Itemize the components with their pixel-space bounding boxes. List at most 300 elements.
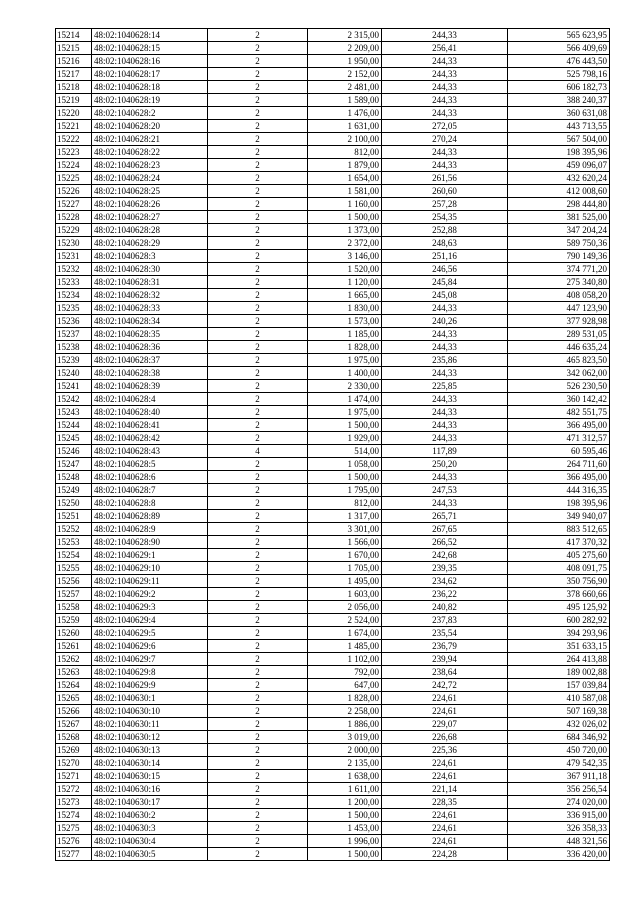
area-cell: 1 520,00 <box>308 263 382 276</box>
group-code-cell: 2 <box>208 120 308 133</box>
cadastral-value-cell: 157 039,84 <box>508 679 610 692</box>
group-code-cell: 2 <box>208 848 308 861</box>
group-code-cell: 2 <box>208 237 308 250</box>
cadastral-number-cell: 48:02:1040628:24 <box>92 172 208 185</box>
group-code-cell: 2 <box>208 809 308 822</box>
cadastral-value-cell: 495 125,92 <box>508 601 610 614</box>
group-code-cell: 2 <box>208 341 308 354</box>
cadastral-number-cell: 48:02:1040629:2 <box>92 588 208 601</box>
group-code-cell: 2 <box>208 185 308 198</box>
table-row <box>56 744 610 757</box>
group-code-cell: 2 <box>208 419 308 432</box>
row-number-cell: 15229 <box>56 224 92 237</box>
table-row <box>56 198 610 211</box>
cadastral-number-cell: 48:02:1040628:5 <box>92 458 208 471</box>
row-number-cell: 15228 <box>56 211 92 224</box>
cadastral-value-cell: 432 620,24 <box>508 172 610 185</box>
row-number-cell: 15233 <box>56 276 92 289</box>
area-cell: 1 611,00 <box>308 783 382 796</box>
unit-value-cell: 225,36 <box>382 744 508 757</box>
group-code-cell: 4 <box>208 445 308 458</box>
area-cell: 2 330,00 <box>308 380 382 393</box>
table-row <box>56 146 610 159</box>
cadastral-number-cell: 48:02:1040628:3 <box>92 250 208 263</box>
table-row <box>56 29 610 42</box>
cadastral-value-cell: 448 321,56 <box>508 835 610 848</box>
row-number-cell: 15239 <box>56 354 92 367</box>
table-row <box>56 653 610 666</box>
group-code-cell: 2 <box>208 562 308 575</box>
unit-value-cell: 224,61 <box>382 705 508 718</box>
group-code-cell: 2 <box>208 484 308 497</box>
cadastral-value-cell: 356 256,54 <box>508 783 610 796</box>
unit-value-cell: 244,33 <box>382 328 508 341</box>
unit-value-cell: 244,33 <box>382 302 508 315</box>
area-cell: 2 135,00 <box>308 757 382 770</box>
cadastral-number-cell: 48:02:1040630:15 <box>92 770 208 783</box>
cadastral-value-cell: 388 240,37 <box>508 94 610 107</box>
cadastral-value-cell: 374 771,20 <box>508 263 610 276</box>
unit-value-cell: 244,33 <box>382 94 508 107</box>
row-number-cell: 15260 <box>56 627 92 640</box>
area-cell: 1 058,00 <box>308 458 382 471</box>
unit-value-cell: 239,94 <box>382 653 508 666</box>
unit-value-cell: 240,82 <box>382 601 508 614</box>
unit-value-cell: 247,53 <box>382 484 508 497</box>
cadastral-value-cell: 443 713,55 <box>508 120 610 133</box>
cadastral-value-cell: 289 531,05 <box>508 328 610 341</box>
group-code-cell: 2 <box>208 29 308 42</box>
group-code-cell: 2 <box>208 328 308 341</box>
cadastral-number-cell: 48:02:1040628:14 <box>92 29 208 42</box>
cadastral-value-cell: 790 149,36 <box>508 250 610 263</box>
table-row <box>56 42 610 55</box>
row-number-cell: 15274 <box>56 809 92 822</box>
unit-value-cell: 244,33 <box>382 146 508 159</box>
cadastral-value-cell: 412 008,60 <box>508 185 610 198</box>
cadastral-number-cell: 48:02:1040628:16 <box>92 55 208 68</box>
row-number-cell: 15238 <box>56 341 92 354</box>
table-row <box>56 55 610 68</box>
unit-value-cell: 237,83 <box>382 614 508 627</box>
unit-value-cell: 265,71 <box>382 510 508 523</box>
unit-value-cell: 272,05 <box>382 120 508 133</box>
area-cell: 2 481,00 <box>308 81 382 94</box>
row-number-cell: 15230 <box>56 237 92 250</box>
area-cell: 812,00 <box>308 497 382 510</box>
cadastral-number-cell: 48:02:1040628:39 <box>92 380 208 393</box>
row-number-cell: 15270 <box>56 757 92 770</box>
cadastral-number-cell: 48:02:1040628:43 <box>92 445 208 458</box>
group-code-cell: 2 <box>208 523 308 536</box>
cadastral-number-cell: 48:02:1040628:30 <box>92 263 208 276</box>
unit-value-cell: 224,61 <box>382 809 508 822</box>
cadastral-number-cell: 48:02:1040628:89 <box>92 510 208 523</box>
row-number-cell: 15236 <box>56 315 92 328</box>
row-number-cell: 15258 <box>56 601 92 614</box>
group-code-cell: 2 <box>208 471 308 484</box>
cadastral-value-cell: 479 542,35 <box>508 757 610 770</box>
group-code-cell: 2 <box>208 354 308 367</box>
row-number-cell: 15254 <box>56 549 92 562</box>
group-code-cell: 2 <box>208 81 308 94</box>
table-row <box>56 211 610 224</box>
cadastral-value-cell: 347 204,24 <box>508 224 610 237</box>
cadastral-number-cell: 48:02:1040629:11 <box>92 575 208 588</box>
cadastral-value-cell: 349 940,07 <box>508 510 610 523</box>
table-row <box>56 380 610 393</box>
table-row <box>56 614 610 627</box>
area-cell: 1 373,00 <box>308 224 382 237</box>
row-number-cell: 15227 <box>56 198 92 211</box>
cadastral-value-cell: 336 915,00 <box>508 809 610 822</box>
cadastral-number-cell: 48:02:1040628:17 <box>92 68 208 81</box>
table-row <box>56 328 610 341</box>
unit-value-cell: 250,20 <box>382 458 508 471</box>
area-cell: 1 500,00 <box>308 809 382 822</box>
group-code-cell: 2 <box>208 718 308 731</box>
cadastral-number-cell: 48:02:1040628:90 <box>92 536 208 549</box>
area-cell: 1 975,00 <box>308 406 382 419</box>
table-row <box>56 432 610 445</box>
table-row <box>56 458 610 471</box>
table-row <box>56 94 610 107</box>
unit-value-cell: 244,33 <box>382 419 508 432</box>
group-code-cell: 2 <box>208 757 308 770</box>
unit-value-cell: 242,68 <box>382 549 508 562</box>
group-code-cell: 2 <box>208 146 308 159</box>
cadastral-number-cell: 48:02:1040630:16 <box>92 783 208 796</box>
area-cell: 812,00 <box>308 146 382 159</box>
unit-value-cell: 244,33 <box>382 81 508 94</box>
group-code-cell: 2 <box>208 796 308 809</box>
unit-value-cell: 239,35 <box>382 562 508 575</box>
table-row <box>56 627 610 640</box>
area-cell: 1 185,00 <box>308 328 382 341</box>
table-row <box>56 705 610 718</box>
area-cell: 1 500,00 <box>308 211 382 224</box>
cadastral-value-cell: 567 504,00 <box>508 133 610 146</box>
cadastral-number-cell: 48:02:1040629:8 <box>92 666 208 679</box>
row-number-cell: 15246 <box>56 445 92 458</box>
row-number-cell: 15252 <box>56 523 92 536</box>
area-cell: 1 975,00 <box>308 354 382 367</box>
area-cell: 2 315,00 <box>308 29 382 42</box>
area-cell: 1 828,00 <box>308 341 382 354</box>
cadastral-value-cell: 381 525,00 <box>508 211 610 224</box>
table-row <box>56 237 610 250</box>
table-row <box>56 159 610 172</box>
group-code-cell: 2 <box>208 510 308 523</box>
cadastral-value-cell: 189 002,88 <box>508 666 610 679</box>
area-cell: 1 453,00 <box>308 822 382 835</box>
row-number-cell: 15226 <box>56 185 92 198</box>
area-cell: 1 200,00 <box>308 796 382 809</box>
row-number-cell: 15250 <box>56 497 92 510</box>
row-number-cell: 15268 <box>56 731 92 744</box>
cadastral-number-cell: 48:02:1040630:4 <box>92 835 208 848</box>
unit-value-cell: 254,35 <box>382 211 508 224</box>
row-number-cell: 15234 <box>56 289 92 302</box>
cadastral-value-cell: 198 395,96 <box>508 497 610 510</box>
group-code-cell: 2 <box>208 133 308 146</box>
group-code-cell: 2 <box>208 263 308 276</box>
unit-value-cell: 244,33 <box>382 341 508 354</box>
cadastral-number-cell: 48:02:1040630:1 <box>92 692 208 705</box>
unit-value-cell: 244,33 <box>382 107 508 120</box>
unit-value-cell: 244,33 <box>382 393 508 406</box>
area-cell: 1 996,00 <box>308 835 382 848</box>
group-code-cell: 2 <box>208 458 308 471</box>
cadastral-number-cell: 48:02:1040629:5 <box>92 627 208 640</box>
unit-value-cell: 240,26 <box>382 315 508 328</box>
area-cell: 1 795,00 <box>308 484 382 497</box>
cadastral-number-cell: 48:02:1040629:9 <box>92 679 208 692</box>
area-cell: 1 929,00 <box>308 432 382 445</box>
cadastral-value-cell: 360 631,08 <box>508 107 610 120</box>
table-row <box>56 81 610 94</box>
table-row <box>56 640 610 653</box>
cadastral-number-cell: 48:02:1040628:7 <box>92 484 208 497</box>
cadastral-value-cell: 366 495,00 <box>508 471 610 484</box>
cadastral-value-cell: 410 587,08 <box>508 692 610 705</box>
cadastral-number-cell: 48:02:1040628:29 <box>92 237 208 250</box>
table-row <box>56 588 610 601</box>
group-code-cell: 2 <box>208 172 308 185</box>
row-number-cell: 15273 <box>56 796 92 809</box>
cadastral-number-cell: 48:02:1040630:17 <box>92 796 208 809</box>
cadastral-number-cell: 48:02:1040628:38 <box>92 367 208 380</box>
unit-value-cell: 246,56 <box>382 263 508 276</box>
group-code-cell: 2 <box>208 770 308 783</box>
unit-value-cell: 224,61 <box>382 835 508 848</box>
area-cell: 1 160,00 <box>308 198 382 211</box>
group-code-cell: 2 <box>208 107 308 120</box>
row-number-cell: 15276 <box>56 835 92 848</box>
row-number-cell: 15253 <box>56 536 92 549</box>
group-code-cell: 2 <box>208 55 308 68</box>
table-row <box>56 718 610 731</box>
row-number-cell: 15249 <box>56 484 92 497</box>
row-number-cell: 15256 <box>56 575 92 588</box>
unit-value-cell: 238,64 <box>382 666 508 679</box>
unit-value-cell: 224,61 <box>382 757 508 770</box>
cadastral-number-cell: 48:02:1040628:31 <box>92 276 208 289</box>
area-cell: 1 474,00 <box>308 393 382 406</box>
cadastral-number-cell: 48:02:1040628:2 <box>92 107 208 120</box>
row-number-cell: 15265 <box>56 692 92 705</box>
group-code-cell: 2 <box>208 250 308 263</box>
unit-value-cell: 244,33 <box>382 471 508 484</box>
row-number-cell: 15262 <box>56 653 92 666</box>
unit-value-cell: 261,56 <box>382 172 508 185</box>
area-cell: 514,00 <box>308 445 382 458</box>
area-cell: 2 524,00 <box>308 614 382 627</box>
cadastral-value-cell: 326 358,33 <box>508 822 610 835</box>
cadastral-value-cell: 566 409,69 <box>508 42 610 55</box>
cadastral-number-cell: 48:02:1040628:42 <box>92 432 208 445</box>
table-row <box>56 224 610 237</box>
table-row <box>56 120 610 133</box>
cadastral-value-cell: 476 443,50 <box>508 55 610 68</box>
cadastral-value-cell: 378 660,66 <box>508 588 610 601</box>
area-cell: 1 631,00 <box>308 120 382 133</box>
unit-value-cell: 251,16 <box>382 250 508 263</box>
group-code-cell: 2 <box>208 835 308 848</box>
table-row <box>56 445 610 458</box>
row-number-cell: 15275 <box>56 822 92 835</box>
group-code-cell: 2 <box>208 536 308 549</box>
unit-value-cell: 228,35 <box>382 796 508 809</box>
table-row <box>56 68 610 81</box>
table-row <box>56 185 610 198</box>
group-code-cell: 2 <box>208 406 308 419</box>
cadastral-value-cell: 360 142,42 <box>508 393 610 406</box>
table-row <box>56 549 610 562</box>
unit-value-cell: 244,33 <box>382 55 508 68</box>
cadastral-number-cell: 48:02:1040628:33 <box>92 302 208 315</box>
row-number-cell: 15232 <box>56 263 92 276</box>
group-code-cell: 2 <box>208 783 308 796</box>
cadastral-number-cell: 48:02:1040628:26 <box>92 198 208 211</box>
row-number-cell: 15235 <box>56 302 92 315</box>
table-row <box>56 523 610 536</box>
cadastral-number-cell: 48:02:1040628:25 <box>92 185 208 198</box>
cadastral-value-cell: 264 711,60 <box>508 458 610 471</box>
cadastral-value-table <box>55 28 610 861</box>
group-code-cell: 2 <box>208 705 308 718</box>
group-code-cell: 2 <box>208 289 308 302</box>
area-cell: 1 830,00 <box>308 302 382 315</box>
area-cell: 1 500,00 <box>308 471 382 484</box>
cadastral-number-cell: 48:02:1040629:3 <box>92 601 208 614</box>
table-row <box>56 367 610 380</box>
cadastral-value-cell: 883 512,65 <box>508 523 610 536</box>
cadastral-number-cell: 48:02:1040628:27 <box>92 211 208 224</box>
row-number-cell: 15257 <box>56 588 92 601</box>
cadastral-value-cell: 60 595,46 <box>508 445 610 458</box>
area-cell: 792,00 <box>308 666 382 679</box>
cadastral-number-cell: 48:02:1040628:32 <box>92 289 208 302</box>
table-row <box>56 536 610 549</box>
unit-value-cell: 235,54 <box>382 627 508 640</box>
group-code-cell: 2 <box>208 614 308 627</box>
row-number-cell: 15272 <box>56 783 92 796</box>
cadastral-value-cell: 507 169,38 <box>508 705 610 718</box>
cadastral-number-cell: 48:02:1040628:34 <box>92 315 208 328</box>
cadastral-value-cell: 446 635,24 <box>508 341 610 354</box>
area-cell: 1 665,00 <box>308 289 382 302</box>
table-row <box>56 822 610 835</box>
cadastral-number-cell: 48:02:1040630:3 <box>92 822 208 835</box>
cadastral-number-cell: 48:02:1040628:15 <box>92 42 208 55</box>
unit-value-cell: 229,07 <box>382 718 508 731</box>
group-code-cell: 2 <box>208 42 308 55</box>
cadastral-number-cell: 48:02:1040628:20 <box>92 120 208 133</box>
group-code-cell: 2 <box>208 822 308 835</box>
unit-value-cell: 221,14 <box>382 783 508 796</box>
cadastral-value-cell: 408 058,20 <box>508 289 610 302</box>
group-code-cell: 2 <box>208 94 308 107</box>
unit-value-cell: 224,61 <box>382 692 508 705</box>
area-cell: 1 828,00 <box>308 692 382 705</box>
row-number-cell: 15214 <box>56 29 92 42</box>
group-code-cell: 2 <box>208 640 308 653</box>
cadastral-number-cell: 48:02:1040628:37 <box>92 354 208 367</box>
area-cell: 3 146,00 <box>308 250 382 263</box>
row-number-cell: 15240 <box>56 367 92 380</box>
table-row <box>56 770 610 783</box>
group-code-cell: 2 <box>208 393 308 406</box>
row-number-cell: 15224 <box>56 159 92 172</box>
area-cell: 1 102,00 <box>308 653 382 666</box>
cadastral-value-cell: 606 182,73 <box>508 81 610 94</box>
cadastral-number-cell: 48:02:1040629:6 <box>92 640 208 653</box>
cadastral-number-cell: 48:02:1040630:12 <box>92 731 208 744</box>
row-number-cell: 15225 <box>56 172 92 185</box>
table-row <box>56 809 610 822</box>
unit-value-cell: 244,33 <box>382 432 508 445</box>
cadastral-value-cell: 298 444,80 <box>508 198 610 211</box>
area-cell: 1 638,00 <box>308 770 382 783</box>
group-code-cell: 2 <box>208 627 308 640</box>
table-row <box>56 107 610 120</box>
group-code-cell: 2 <box>208 588 308 601</box>
cadastral-value-cell: 482 551,75 <box>508 406 610 419</box>
table-row <box>56 601 610 614</box>
area-cell: 1 500,00 <box>308 419 382 432</box>
area-cell: 1 500,00 <box>308 848 382 861</box>
area-cell: 1 705,00 <box>308 562 382 575</box>
table-row <box>56 484 610 497</box>
group-code-cell: 2 <box>208 276 308 289</box>
unit-value-cell: 245,84 <box>382 276 508 289</box>
group-code-cell: 2 <box>208 497 308 510</box>
unit-value-cell: 226,68 <box>382 731 508 744</box>
table-row <box>56 562 610 575</box>
unit-value-cell: 245,08 <box>382 289 508 302</box>
unit-value-cell: 225,85 <box>382 380 508 393</box>
unit-value-cell: 244,33 <box>382 406 508 419</box>
group-code-cell: 2 <box>208 159 308 172</box>
cadastral-value-cell: 526 230,50 <box>508 380 610 393</box>
unit-value-cell: 244,33 <box>382 159 508 172</box>
group-code-cell: 2 <box>208 653 308 666</box>
area-cell: 1 879,00 <box>308 159 382 172</box>
row-number-cell: 15221 <box>56 120 92 133</box>
row-number-cell: 15251 <box>56 510 92 523</box>
row-number-cell: 15255 <box>56 562 92 575</box>
row-number-cell: 15241 <box>56 380 92 393</box>
table-row <box>56 354 610 367</box>
row-number-cell: 15245 <box>56 432 92 445</box>
table-row <box>56 393 610 406</box>
table-row <box>56 341 610 354</box>
row-number-cell: 15244 <box>56 419 92 432</box>
cadastral-number-cell: 48:02:1040628:9 <box>92 523 208 536</box>
cadastral-value-cell: 274 020,00 <box>508 796 610 809</box>
unit-value-cell: 248,63 <box>382 237 508 250</box>
unit-value-cell: 244,33 <box>382 367 508 380</box>
cadastral-number-cell: 48:02:1040628:6 <box>92 471 208 484</box>
cadastral-value-cell: 444 316,35 <box>508 484 610 497</box>
cadastral-number-cell: 48:02:1040630:5 <box>92 848 208 861</box>
cadastral-value-cell: 684 346,92 <box>508 731 610 744</box>
row-number-cell: 15259 <box>56 614 92 627</box>
table-row <box>56 406 610 419</box>
row-number-cell: 15277 <box>56 848 92 861</box>
cadastral-number-cell: 48:02:1040630:13 <box>92 744 208 757</box>
